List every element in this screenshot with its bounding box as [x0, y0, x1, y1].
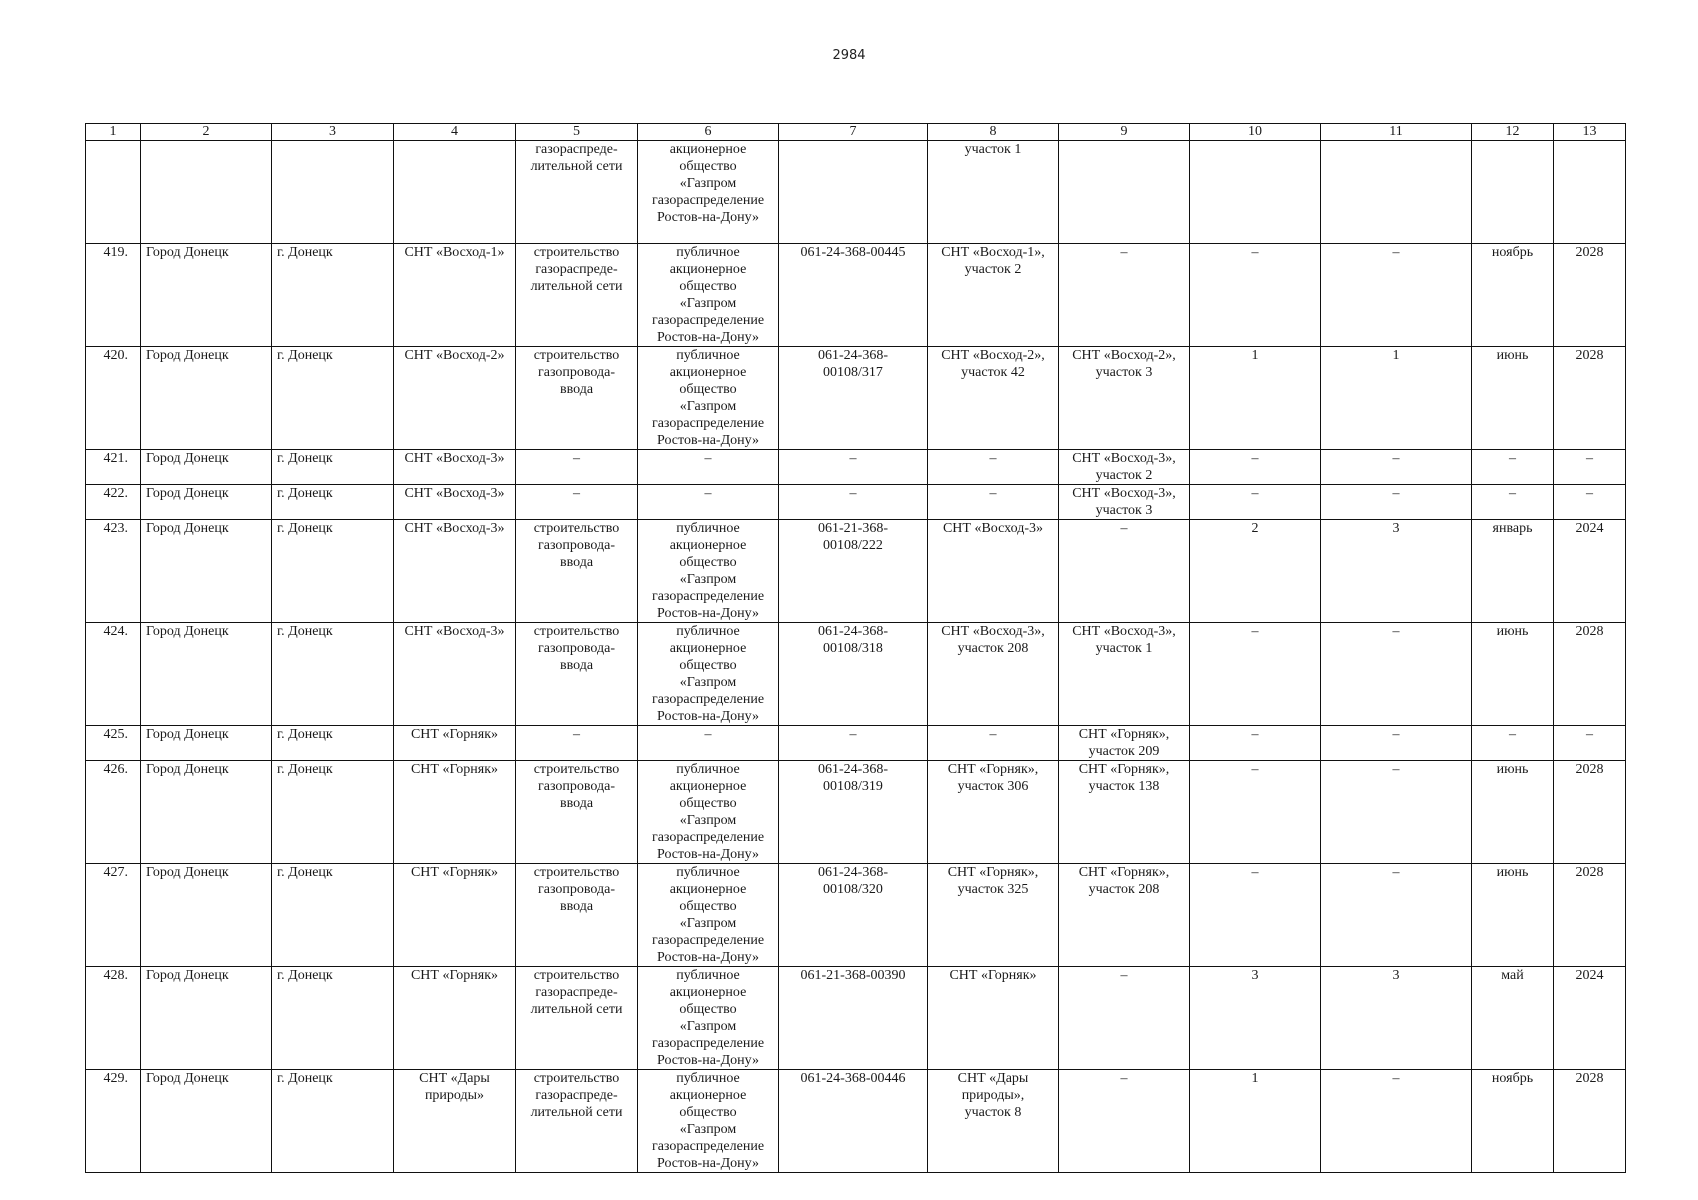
end-point-cell: – — [1059, 244, 1190, 347]
settlement-cell: г. Донецк — [272, 485, 394, 520]
quantity-cell-11: – — [1321, 485, 1472, 520]
start-point-cell: СНТ «Восход-2», участок 42 — [928, 347, 1059, 450]
municipality-cell: Город Донецк — [141, 485, 272, 520]
column-header: 5 — [516, 124, 638, 141]
start-point-cell: – — [928, 450, 1059, 485]
row-number-cell: 419. — [86, 244, 141, 347]
work-type-cell: строительство газопровода- ввода — [516, 623, 638, 726]
row-number-cell: 426. — [86, 761, 141, 864]
work-type-cell: – — [516, 726, 638, 761]
year-cell: 2024 — [1554, 967, 1626, 1070]
location-cell: СНТ «Восход-2» — [394, 347, 516, 450]
quantity-cell-11: – — [1321, 726, 1472, 761]
municipality-cell: Город Донецк — [141, 864, 272, 967]
location-cell: СНТ «Восход-1» — [394, 244, 516, 347]
quantity-cell-10: – — [1190, 761, 1321, 864]
quantity-cell-11: – — [1321, 1070, 1472, 1173]
year-cell: 2028 — [1554, 761, 1626, 864]
start-point-cell: СНТ «Горняк», участок 325 — [928, 864, 1059, 967]
column-header: 7 — [779, 124, 928, 141]
column-header: 10 — [1190, 124, 1321, 141]
row-number-cell: 424. — [86, 623, 141, 726]
work-type-cell: строительство газопровода- ввода — [516, 520, 638, 623]
municipality-cell: Город Донецк — [141, 761, 272, 864]
table-row — [86, 141, 1626, 244]
work-type-cell: строительство газораспреде- лительной сети — [516, 244, 638, 347]
year-cell: 2028 — [1554, 864, 1626, 967]
settlement-cell: г. Донецк — [272, 967, 394, 1070]
month-cell: июнь — [1472, 347, 1554, 450]
row-number-cell — [86, 141, 141, 244]
quantity-cell-11: – — [1321, 864, 1472, 967]
registration-number-cell: 061-21-368- 00108/222 — [779, 520, 928, 623]
work-type-cell: газораспреде- лительной сети — [516, 141, 638, 244]
row-number-cell: 427. — [86, 864, 141, 967]
settlement-cell — [272, 141, 394, 244]
municipality-cell: Город Донецк — [141, 967, 272, 1070]
settlement-cell: г. Донецк — [272, 520, 394, 623]
end-point-cell: – — [1059, 520, 1190, 623]
month-cell: январь — [1472, 520, 1554, 623]
organization-cell: акционерное общество «Газпром газораспределение Ростов-на-Дону» — [638, 141, 779, 244]
quantity-cell-11 — [1321, 141, 1472, 244]
month-cell: июнь — [1472, 623, 1554, 726]
location-cell: СНТ «Восход-3» — [394, 485, 516, 520]
municipality-cell: Город Донецк — [141, 244, 272, 347]
registration-number-cell: 061-24-368-00445 — [779, 244, 928, 347]
table-row — [86, 450, 1626, 485]
row-number-cell: 428. — [86, 967, 141, 1070]
registration-number-cell — [779, 141, 928, 244]
settlement-cell: г. Донецк — [272, 1070, 394, 1173]
settlement-cell: г. Донецк — [272, 347, 394, 450]
municipality-cell: Город Донецк — [141, 623, 272, 726]
quantity-cell-10: 1 — [1190, 1070, 1321, 1173]
month-cell: ноябрь — [1472, 244, 1554, 347]
municipality-cell: Город Донецк — [141, 450, 272, 485]
year-cell: – — [1554, 485, 1626, 520]
end-point-cell: СНТ «Восход-3», участок 3 — [1059, 485, 1190, 520]
month-cell: – — [1472, 726, 1554, 761]
row-number-cell: 425. — [86, 726, 141, 761]
end-point-cell: СНТ «Восход-2», участок 3 — [1059, 347, 1190, 450]
column-header: 4 — [394, 124, 516, 141]
municipality-cell: Город Донецк — [141, 1070, 272, 1173]
location-cell: СНТ «Восход-3» — [394, 623, 516, 726]
column-header: 6 — [638, 124, 779, 141]
row-number-cell: 429. — [86, 1070, 141, 1173]
start-point-cell: участок 1 — [928, 141, 1059, 244]
column-header: 2 — [141, 124, 272, 141]
work-type-cell: строительство газораспреде- лительной сети — [516, 967, 638, 1070]
settlement-cell: г. Донецк — [272, 761, 394, 864]
quantity-cell-11: 3 — [1321, 520, 1472, 623]
start-point-cell: – — [928, 485, 1059, 520]
quantity-cell-11: – — [1321, 761, 1472, 864]
column-header: 13 — [1554, 124, 1626, 141]
month-cell — [1472, 141, 1554, 244]
organization-cell: публичное акционерное общество «Газпром газораспределение Ростов-на-Дону» — [638, 1070, 779, 1173]
start-point-cell: СНТ «Дары природы», участок 8 — [928, 1070, 1059, 1173]
quantity-cell-11: – — [1321, 450, 1472, 485]
settlement-cell: г. Донецк — [272, 864, 394, 967]
work-type-cell: строительство газопровода- ввода — [516, 761, 638, 864]
registration-number-cell: 061-24-368- 00108/319 — [779, 761, 928, 864]
column-header: 11 — [1321, 124, 1472, 141]
year-cell: 2028 — [1554, 244, 1626, 347]
table-row — [86, 520, 1626, 623]
start-point-cell: СНТ «Восход-3», участок 208 — [928, 623, 1059, 726]
municipality-cell: Город Донецк — [141, 726, 272, 761]
quantity-cell-10: 3 — [1190, 967, 1321, 1070]
column-header: 9 — [1059, 124, 1190, 141]
end-point-cell: СНТ «Восход-3», участок 2 — [1059, 450, 1190, 485]
year-cell: 2028 — [1554, 347, 1626, 450]
month-cell: – — [1472, 450, 1554, 485]
work-type-cell: строительство газопровода- ввода — [516, 347, 638, 450]
column-header: 8 — [928, 124, 1059, 141]
end-point-cell: СНТ «Горняк», участок 209 — [1059, 726, 1190, 761]
end-point-cell: – — [1059, 967, 1190, 1070]
location-cell: СНТ «Горняк» — [394, 864, 516, 967]
row-number-cell: 420. — [86, 347, 141, 450]
organization-cell: – — [638, 485, 779, 520]
quantity-cell-11: – — [1321, 244, 1472, 347]
location-cell: СНТ «Восход-3» — [394, 520, 516, 623]
quantity-cell-10: 1 — [1190, 347, 1321, 450]
quantity-cell-10 — [1190, 141, 1321, 244]
municipality-cell — [141, 141, 272, 244]
registration-number-cell: 061-24-368- 00108/320 — [779, 864, 928, 967]
registration-number-cell: 061-21-368-00390 — [779, 967, 928, 1070]
organization-cell: – — [638, 726, 779, 761]
year-cell: 2024 — [1554, 520, 1626, 623]
year-cell: 2028 — [1554, 1070, 1626, 1173]
location-cell: СНТ «Восход-3» — [394, 450, 516, 485]
end-point-cell: СНТ «Горняк», участок 208 — [1059, 864, 1190, 967]
quantity-cell-10: – — [1190, 623, 1321, 726]
organization-cell: публичное акционерное общество «Газпром газораспределение Ростов-на-Дону» — [638, 347, 779, 450]
quantity-cell-10: – — [1190, 450, 1321, 485]
table-body — [86, 141, 1626, 1173]
location-cell: СНТ «Горняк» — [394, 967, 516, 1070]
municipality-cell: Город Донецк — [141, 520, 272, 623]
registration-number-cell: – — [779, 485, 928, 520]
column-header: 3 — [272, 124, 394, 141]
column-number-row — [86, 124, 1626, 141]
quantity-cell-10: – — [1190, 864, 1321, 967]
table-row — [86, 1070, 1626, 1173]
location-cell: СНТ «Горняк» — [394, 726, 516, 761]
municipality-cell: Город Донецк — [141, 347, 272, 450]
table-row — [86, 967, 1626, 1070]
year-cell: 2028 — [1554, 623, 1626, 726]
start-point-cell: – — [928, 726, 1059, 761]
settlement-cell: г. Донецк — [272, 450, 394, 485]
registration-number-cell: 061-24-368- 00108/318 — [779, 623, 928, 726]
gas-network-register-table — [85, 123, 1626, 1173]
organization-cell: – — [638, 450, 779, 485]
quantity-cell-11: 3 — [1321, 967, 1472, 1070]
quantity-cell-10: – — [1190, 244, 1321, 347]
table-row — [86, 864, 1626, 967]
table-row — [86, 726, 1626, 761]
year-cell — [1554, 141, 1626, 244]
table-row — [86, 761, 1626, 864]
month-cell: июнь — [1472, 761, 1554, 864]
settlement-cell: г. Донецк — [272, 726, 394, 761]
work-type-cell: строительство газопровода- ввода — [516, 864, 638, 967]
registration-number-cell: – — [779, 450, 928, 485]
organization-cell: публичное акционерное общество «Газпром газораспределение Ростов-на-Дону» — [638, 864, 779, 967]
month-cell: июнь — [1472, 864, 1554, 967]
table-row — [86, 623, 1626, 726]
column-header: 12 — [1472, 124, 1554, 141]
end-point-cell: СНТ «Восход-3», участок 1 — [1059, 623, 1190, 726]
year-cell: – — [1554, 450, 1626, 485]
work-type-cell: строительство газораспреде- лительной сети — [516, 1070, 638, 1173]
start-point-cell: СНТ «Восход-3» — [928, 520, 1059, 623]
location-cell: СНТ «Горняк» — [394, 761, 516, 864]
table-row — [86, 347, 1626, 450]
settlement-cell: г. Донецк — [272, 244, 394, 347]
end-point-cell: – — [1059, 1070, 1190, 1173]
registration-number-cell: – — [779, 726, 928, 761]
quantity-cell-10: – — [1190, 485, 1321, 520]
work-type-cell: – — [516, 450, 638, 485]
registration-number-cell: 061-24-368-00446 — [779, 1070, 928, 1173]
settlement-cell: г. Донецк — [272, 623, 394, 726]
end-point-cell: СНТ «Горняк», участок 138 — [1059, 761, 1190, 864]
organization-cell: публичное акционерное общество «Газпром газораспределение Ростов-на-Дону» — [638, 623, 779, 726]
end-point-cell — [1059, 141, 1190, 244]
row-number-cell: 422. — [86, 485, 141, 520]
table-row — [86, 485, 1626, 520]
registration-number-cell: 061-24-368- 00108/317 — [779, 347, 928, 450]
location-cell — [394, 141, 516, 244]
row-number-cell: 423. — [86, 520, 141, 623]
row-number-cell: 421. — [86, 450, 141, 485]
month-cell: – — [1472, 485, 1554, 520]
table-header — [86, 124, 1626, 141]
start-point-cell: СНТ «Восход-1», участок 2 — [928, 244, 1059, 347]
month-cell: май — [1472, 967, 1554, 1070]
quantity-cell-10: 2 — [1190, 520, 1321, 623]
organization-cell: публичное акционерное общество «Газпром газораспределение Ростов-на-Дону» — [638, 761, 779, 864]
work-type-cell: – — [516, 485, 638, 520]
quantity-cell-11: 1 — [1321, 347, 1472, 450]
month-cell: ноябрь — [1472, 1070, 1554, 1173]
organization-cell: публичное акционерное общество «Газпром газораспределение Ростов-на-Дону» — [638, 967, 779, 1070]
organization-cell: публичное акционерное общество «Газпром газораспределение Ростов-на-Дону» — [638, 520, 779, 623]
column-header: 1 — [86, 124, 141, 141]
quantity-cell-10: – — [1190, 726, 1321, 761]
page-number: 2984 — [832, 48, 866, 63]
organization-cell: публичное акционерное общество «Газпром газораспределение Ростов-на-Дону» — [638, 244, 779, 347]
quantity-cell-11: – — [1321, 623, 1472, 726]
year-cell: – — [1554, 726, 1626, 761]
start-point-cell: СНТ «Горняк» — [928, 967, 1059, 1070]
location-cell: СНТ «Дары природы» — [394, 1070, 516, 1173]
table-row — [86, 244, 1626, 347]
start-point-cell: СНТ «Горняк», участок 306 — [928, 761, 1059, 864]
